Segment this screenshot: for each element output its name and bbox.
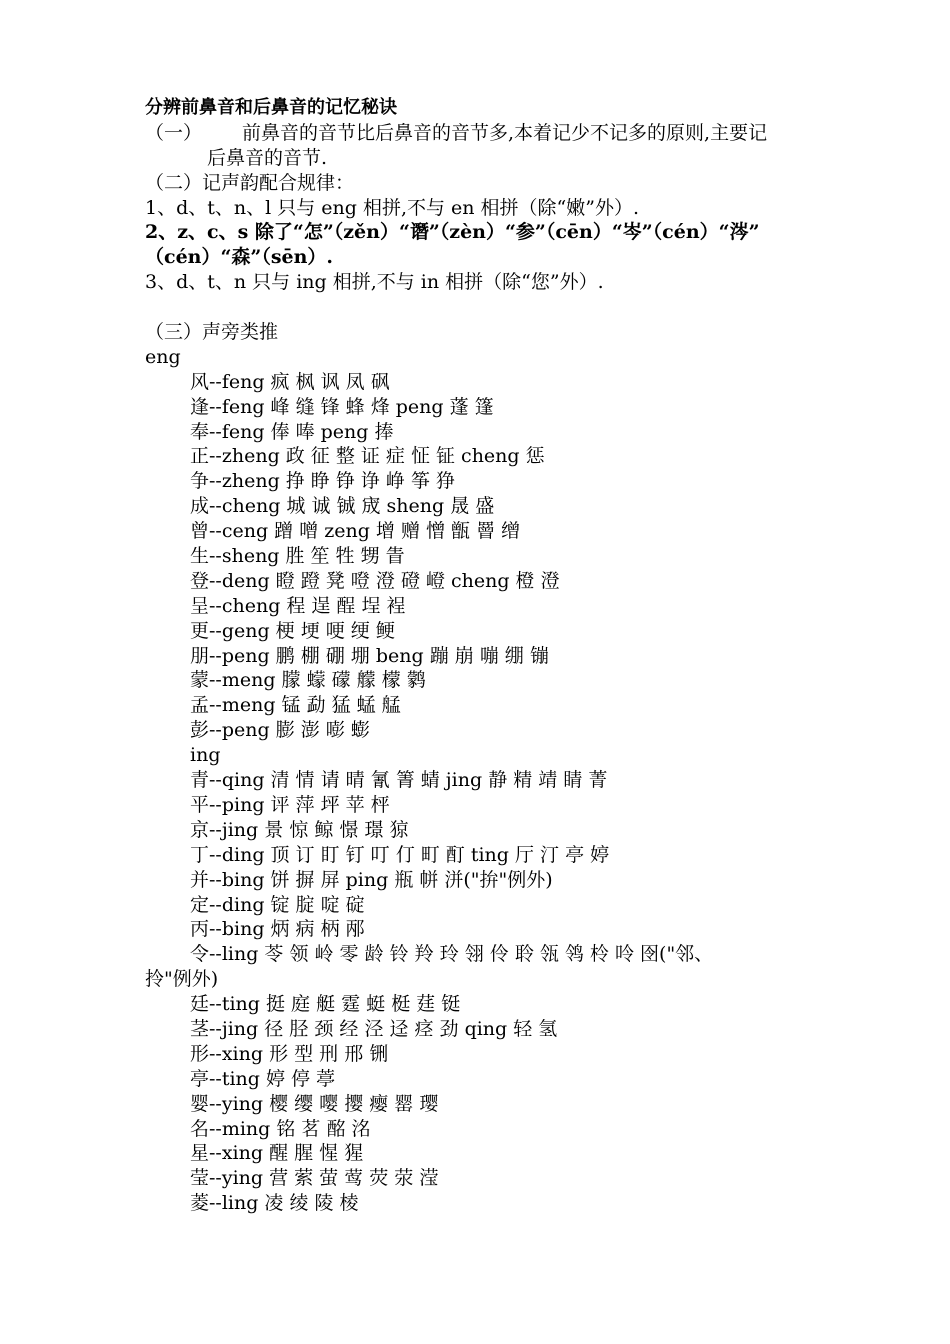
eng-entry: 生--sheng 胜 笙 牲 甥 眚 <box>190 545 405 568</box>
section1-label: （一） <box>145 121 203 144</box>
ing-entry: 青--qing 清 情 请 晴 氰 箐 蜻 jing 静 精 靖 睛 菁 <box>190 769 608 792</box>
eng-entry: 奉--feng 俸 唪 peng 捧 <box>190 420 394 443</box>
eng-entry: 朋--peng 鹏 棚 硼 堋 beng 蹦 崩 嘣 绷 镚 <box>190 644 549 667</box>
ing-entry: 丁--ding 顶 订 盯 钉 叮 仃 町 酊 ting 厅 汀 亭 婷 <box>190 843 610 866</box>
eng-label: eng <box>145 345 181 368</box>
ing-entry: 平--ping 评 萍 坪 苹 枰 <box>190 793 390 816</box>
ing-entry: 京--jing 景 惊 鲸 憬 璟 猄 <box>190 818 409 841</box>
rule-3: 3、d、t、n 只与 ing 相拼,不与 in 相拼（除“您”外）. <box>145 271 604 294</box>
eng-entry: 呈--cheng 程 逞 酲 埕 裎 <box>190 594 406 617</box>
ing-entry: 定--ding 锭 腚 啶 碇 <box>190 893 365 916</box>
ing-entry: 名--ming 铭 茗 酩 洺 <box>190 1117 371 1140</box>
ing-entry-ling-line2: 拎"例外) <box>145 968 219 991</box>
section1-text-line1: 前鼻音的音节比后鼻音的音节多,本着记少不记多的原则,主要记 <box>242 121 768 144</box>
section3-heading: （三）声旁类推 <box>145 321 279 344</box>
ing-entry: 亭--ting 婷 停 葶 <box>190 1067 336 1090</box>
rule-1: 1、d、t、n、l 只与 eng 相拼,不与 en 相拼（除“嫩”外）. <box>145 196 640 219</box>
rule-2-line1: 2、z、c、s 除了“怎”（zěn）“谮”（zèn）“参”（cēn）“岑”（cén）“涔” <box>145 221 760 244</box>
rule-2-line2: （cén）“森”（sēn）. <box>145 246 334 269</box>
ing-entry: 廷--ting 挺 庭 艇 霆 蜓 梃 莛 铤 <box>190 993 461 1016</box>
eng-list <box>145 370 890 743</box>
section2-heading: （二）记声韵配合规律： <box>145 171 355 194</box>
ing-entry-ling-line1: 令--ling 苓 领 岭 零 龄 铃 羚 玲 翎 伶 聆 瓴 鸰 柃 呤 囹("邻、 <box>190 943 714 966</box>
ing-label: ing <box>190 744 221 767</box>
ing-entry: 茎--jing 径 胫 颈 经 泾 迳 痉 劲 qing 轻 氢 <box>190 1017 558 1040</box>
eng-entry: 孟--meng 锰 勐 猛 蜢 艋 <box>190 694 401 717</box>
eng-entry: 登--deng 瞪 蹬 凳 噔 澄 磴 嶝 cheng 橙 澄 <box>190 569 560 592</box>
ing-entry: 莹--ying 营 萦 萤 莺 荧 荥 滢 <box>190 1167 439 1190</box>
blank-line <box>145 295 890 320</box>
eng-entry: 逢--feng 峰 缝 锋 蜂 烽 peng 蓬 篷 <box>190 395 494 418</box>
document-body <box>145 96 890 1216</box>
ing-entry: 婴--ying 樱 缨 嘤 撄 瘿 罂 璎 <box>190 1092 439 1115</box>
document-title: 分辨前鼻音和后鼻音的记忆秘诀 <box>145 97 397 118</box>
eng-entry: 风--feng 疯 枫 讽 凤 砜 <box>190 370 390 393</box>
eng-entry: 彭--peng 膨 澎 嘭 蟛 <box>190 719 370 742</box>
eng-entry: 曾--ceng 蹭 噌 zeng 增 赠 憎 甑 罾 缯 <box>190 520 521 543</box>
eng-entry: 更--geng 梗 埂 哽 绠 鲠 <box>190 619 395 642</box>
ing-list <box>145 768 890 1216</box>
eng-entry: 正--zheng 政 征 整 证 症 怔 钲 cheng 惩 <box>190 445 545 468</box>
eng-entry: 争--zheng 挣 睁 铮 诤 峥 筝 狰 <box>190 470 456 493</box>
ing-entry: 菱--ling 凌 绫 陵 棱 <box>190 1192 359 1215</box>
section1-line1 <box>145 121 890 146</box>
ing-entry: 丙--bing 炳 病 柄 邴 <box>190 918 365 941</box>
ing-entry: 形--xing 形 型 刑 邢 铏 <box>190 1042 389 1065</box>
ing-entry: 星--xing 醒 腥 惺 猩 <box>190 1142 364 1165</box>
section1-text-line2: 后鼻音的音节. <box>207 146 328 169</box>
eng-entry: 成--cheng 城 诚 铖 宬 sheng 晟 盛 <box>190 495 495 518</box>
eng-entry: 蒙--meng 朦 蠓 礞 艨 檬 鹲 <box>190 669 426 692</box>
ing-entry: 并--bing 饼 摒 屏 ping 瓶 帡 洴("拚"例外) <box>190 868 553 891</box>
